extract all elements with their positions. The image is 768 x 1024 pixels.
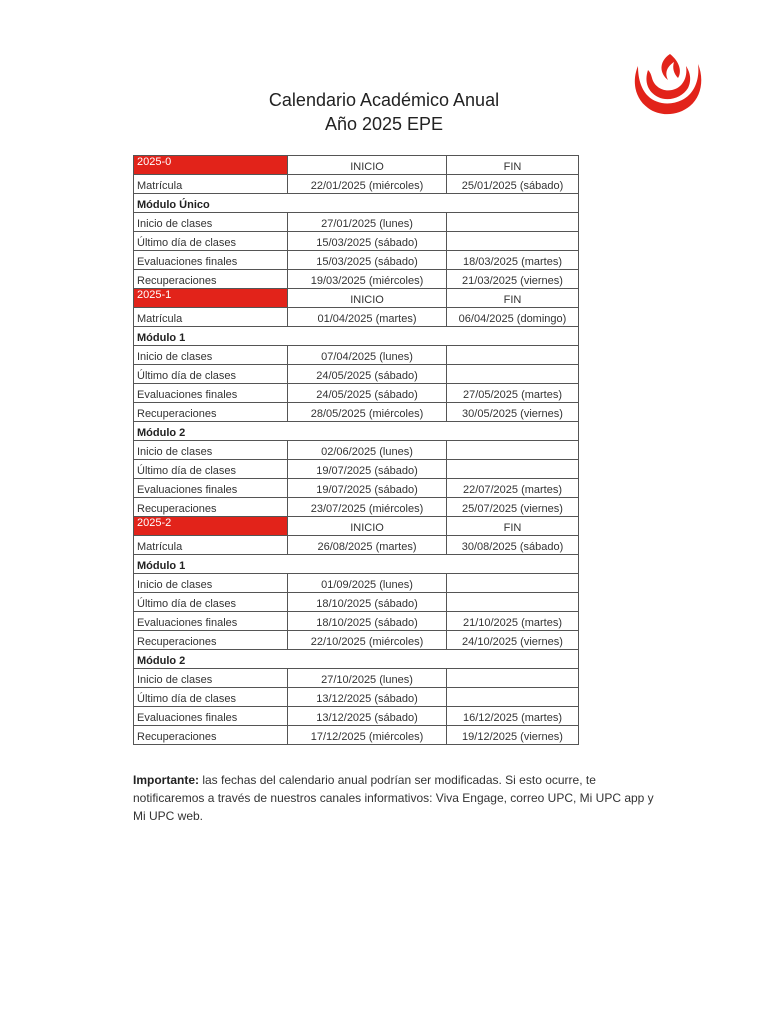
important-note [133, 771, 663, 825]
recuperaciones-row [134, 403, 579, 422]
row-label: Evaluaciones finales [134, 251, 288, 270]
period-header-row [134, 517, 579, 536]
column-header-fin: FIN [447, 156, 579, 175]
row-label: Último día de clases [134, 365, 288, 384]
note-text: las fechas del calendario anual podrían ser modificadas. Si esto ocurre, te notificaremos a través de nuestros canales informativos: Viva Engage, correo UPC, Mi UPC app y Mi UPC web. [133, 773, 654, 823]
date-fin: 30/08/2025 (sábado) [447, 536, 579, 555]
date-fin: 24/10/2025 (viernes) [447, 631, 579, 650]
date-inicio: 18/10/2025 (sábado) [288, 593, 447, 612]
row-label: Inicio de clases [134, 441, 288, 460]
column-header-fin: FIN [447, 517, 579, 536]
module-name: Módulo 2 [134, 650, 579, 669]
row-label: Recuperaciones [134, 726, 288, 745]
page-subtitle: Año 2025 EPE [324, 114, 444, 134]
date-fin: 19/12/2025 (viernes) [447, 726, 579, 745]
period-header-row [134, 289, 579, 308]
date-inicio: 01/09/2025 (lunes) [288, 574, 447, 593]
period-name: 2025-2 [134, 517, 288, 536]
date-fin-empty [447, 346, 579, 365]
date-fin: 06/04/2025 (domingo) [447, 308, 579, 327]
date-fin-empty [447, 593, 579, 612]
date-fin: 21/10/2025 (martes) [447, 612, 579, 631]
evaluaciones-row [134, 251, 579, 270]
inicio-clases-row [134, 346, 579, 365]
ultimo-dia-row [134, 232, 579, 251]
date-inicio: 19/07/2025 (sábado) [288, 460, 447, 479]
row-label: Último día de clases [134, 232, 288, 251]
recuperaciones-row [134, 726, 579, 745]
date-inicio: 18/10/2025 (sábado) [288, 612, 447, 631]
module-header-row [134, 327, 579, 346]
matricula-row [134, 308, 579, 327]
row-label: Matrícula [134, 175, 288, 194]
module-header-row [134, 422, 579, 441]
row-label: Último día de clases [134, 460, 288, 479]
inicio-clases-row [134, 213, 579, 232]
evaluaciones-row [134, 384, 579, 403]
date-inicio: 17/12/2025 (miércoles) [288, 726, 447, 745]
column-header-inicio: INICIO [288, 517, 447, 536]
ultimo-dia-row [134, 593, 579, 612]
module-header-row [134, 650, 579, 669]
matricula-row [134, 175, 579, 194]
module-name: Módulo 1 [134, 555, 579, 574]
date-inicio: 02/06/2025 (lunes) [288, 441, 447, 460]
column-header-inicio: INICIO [288, 156, 447, 175]
row-label: Inicio de clases [134, 669, 288, 688]
date-inicio: 28/05/2025 (miércoles) [288, 403, 447, 422]
date-inicio: 13/12/2025 (sábado) [288, 707, 447, 726]
date-inicio: 27/10/2025 (lunes) [288, 669, 447, 688]
recuperaciones-row [134, 498, 579, 517]
inicio-clases-row [134, 669, 579, 688]
date-inicio: 01/04/2025 (martes) [288, 308, 447, 327]
evaluaciones-row [134, 707, 579, 726]
module-header-row [134, 194, 579, 213]
date-fin: 25/01/2025 (sábado) [447, 175, 579, 194]
date-inicio: 22/01/2025 (miércoles) [288, 175, 447, 194]
row-label: Inicio de clases [134, 574, 288, 593]
date-inicio: 23/07/2025 (miércoles) [288, 498, 447, 517]
row-label: Inicio de clases [134, 213, 288, 232]
calendar-body [134, 156, 579, 745]
recuperaciones-row [134, 270, 579, 289]
date-fin: 30/05/2025 (viernes) [447, 403, 579, 422]
date-inicio: 26/08/2025 (martes) [288, 536, 447, 555]
date-inicio: 07/04/2025 (lunes) [288, 346, 447, 365]
period-name: 2025-0 [134, 156, 288, 175]
date-fin-empty [447, 441, 579, 460]
date-inicio: 13/12/2025 (sábado) [288, 688, 447, 707]
date-fin: 16/12/2025 (martes) [447, 707, 579, 726]
column-header-inicio: INICIO [288, 289, 447, 308]
module-name: Módulo 1 [134, 327, 579, 346]
date-fin: 25/07/2025 (viernes) [447, 498, 579, 517]
module-name: Módulo Único [134, 194, 579, 213]
row-label: Matrícula [134, 536, 288, 555]
date-inicio: 24/05/2025 (sábado) [288, 384, 447, 403]
row-label: Evaluaciones finales [134, 384, 288, 403]
evaluaciones-row [134, 612, 579, 631]
module-name: Módulo 2 [134, 422, 579, 441]
inicio-clases-row [134, 574, 579, 593]
date-inicio: 19/03/2025 (miércoles) [288, 270, 447, 289]
row-label: Matrícula [134, 308, 288, 327]
row-label: Último día de clases [134, 688, 288, 707]
column-header-fin: FIN [447, 289, 579, 308]
note-label: Importante: [133, 773, 199, 787]
date-fin-empty [447, 213, 579, 232]
date-inicio: 27/01/2025 (lunes) [288, 213, 447, 232]
ultimo-dia-row [134, 460, 579, 479]
ultimo-dia-row [134, 365, 579, 384]
page-title: Calendario Académico Anual [268, 90, 500, 110]
period-name: 2025-1 [134, 289, 288, 308]
row-label: Recuperaciones [134, 403, 288, 422]
date-inicio: 15/03/2025 (sábado) [288, 232, 447, 251]
date-fin-empty [447, 574, 579, 593]
inicio-clases-row [134, 441, 579, 460]
row-label: Recuperaciones [134, 498, 288, 517]
matricula-row [134, 536, 579, 555]
date-fin-empty [447, 688, 579, 707]
period-header-row [134, 156, 579, 175]
recuperaciones-row [134, 631, 579, 650]
date-fin-empty [447, 232, 579, 251]
module-header-row [134, 555, 579, 574]
date-inicio: 24/05/2025 (sábado) [288, 365, 447, 384]
ultimo-dia-row [134, 688, 579, 707]
row-label: Evaluaciones finales [134, 612, 288, 631]
row-label: Inicio de clases [134, 346, 288, 365]
date-fin-empty [447, 460, 579, 479]
row-label: Recuperaciones [134, 631, 288, 650]
evaluaciones-row [134, 479, 579, 498]
date-fin-empty [447, 669, 579, 688]
date-fin-empty [447, 365, 579, 384]
date-fin: 21/03/2025 (viernes) [447, 270, 579, 289]
row-label: Recuperaciones [134, 270, 288, 289]
row-label: Último día de clases [134, 593, 288, 612]
date-inicio: 22/10/2025 (miércoles) [288, 631, 447, 650]
row-label: Evaluaciones finales [134, 707, 288, 726]
date-fin: 27/05/2025 (martes) [447, 384, 579, 403]
row-label: Evaluaciones finales [134, 479, 288, 498]
date-fin: 22/07/2025 (martes) [447, 479, 579, 498]
academic-calendar-table [133, 155, 579, 745]
date-inicio: 19/07/2025 (sábado) [288, 479, 447, 498]
date-inicio: 15/03/2025 (sábado) [288, 251, 447, 270]
date-fin: 18/03/2025 (martes) [447, 251, 579, 270]
